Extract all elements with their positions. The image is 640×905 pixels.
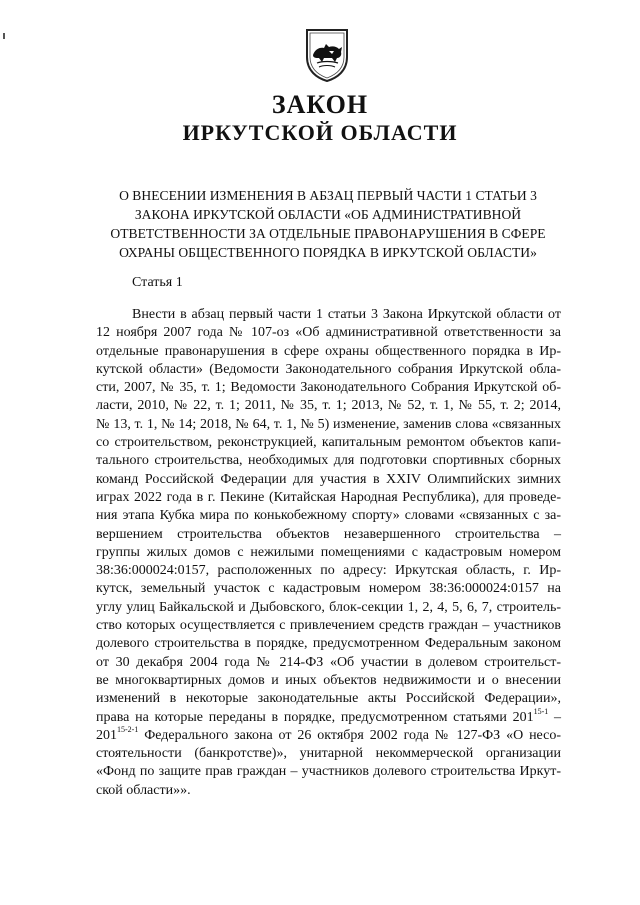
scan-margin-mark: [3, 33, 5, 39]
body-line: от 30 декабря 2004 года № 214-ФЗ «Об участии в долевом строительст-: [96, 654, 561, 670]
subject-line: ОХРАНЫ ОБЩЕСТВЕННОГО ПОРЯДКА В ИРКУТСКОЙ ОБЛАСТИ»: [119, 245, 537, 260]
body-line: изменений в некоторые законодательные акты Российской Федерации»,: [96, 691, 561, 707]
region-title: ИРКУТСКОЙ ОБЛАСТИ: [182, 120, 458, 145]
body-text: Федерального закона от 26 октября 2002 года № 127-ФЗ «О несо-: [138, 727, 561, 743]
law-title: ЗАКОН: [271, 90, 369, 119]
body-line: ве многоквартирных домов и иных объектов недвижимости и о внесении: [96, 672, 561, 688]
body-line: «Фонд по защите прав граждан – участников долевого строительства Иркут-: [96, 764, 561, 780]
body-line: 38:36:000024:0157, расположенных по адресу: Иркутская область, г. Ир-: [96, 563, 561, 579]
body-line: Внести в абзац первый части 1 статьи 3 Закона Иркутской области от: [132, 307, 561, 322]
body-text: права на которые переданы в порядке, предусмотренном статьями 201: [96, 709, 534, 725]
body-line: отдельные правонарушения в сфере охраны общественного порядка в Ир-: [96, 343, 561, 359]
article-heading: Статья 1: [132, 275, 183, 290]
body-line: углу улиц Байкальской и Дыбовского, блок-секции 1, 2, 4, 5, 6, 7, строитель-: [96, 599, 561, 615]
body-line: ство которых осуществляется с привлечением средств граждан – участников: [96, 618, 561, 634]
body-text: 201: [96, 727, 117, 743]
body-line: сти, 2007, № 35, т. 1; Ведомости Законодательного Собрания Иркутской об-: [96, 380, 561, 396]
article-superscript: 15-2-1: [117, 725, 139, 735]
body-line: группы жилых домов с нежилыми помещениями с кадастровым номером: [96, 544, 561, 560]
body-line: долевого строительства в порядке, предусмотренном Федеральным законом: [96, 636, 561, 652]
body-line: ния этапа Кубка мира по конькобежному спорту» словами «связанных с за-: [96, 508, 561, 524]
body-line: вершением строительства объектов незавершенного строительства –: [96, 526, 561, 542]
law-subject-heading: [96, 186, 560, 262]
body-line: кутск, земельный участок с кадастровым номером 38:36:000024:0157 на: [96, 581, 561, 597]
body-line-with-superscript: [96, 706, 561, 727]
body-line: ской области»».: [96, 782, 191, 798]
body-line: 12 ноября 2007 года № 107-оз «Об административной ответственности за: [96, 325, 561, 341]
subject-line: ЗАКОНА ИРКУТСКОЙ ОБЛАСТИ «ОБ АДМИНИСТРАТИВНОЙ: [134, 207, 522, 222]
body-line: играх 2022 года в г. Пекине (Китайская Народная Республика), для проведе-: [96, 489, 561, 505]
subject-line: ОТВЕТСТВЕННОСТИ ЗА ОТДЕЛЬНЫЕ ПРАВОНАРУШЕНИЯ В СФЕРЕ: [110, 226, 546, 241]
body-text: –: [548, 709, 561, 725]
subject-line: О ВНЕСЕНИИ ИЗМЕНЕНИЯ В АБЗАЦ ПЕРВЫЙ ЧАСТИ 1 СТАТЬИ 3: [119, 188, 537, 203]
body-line-with-superscript: [96, 727, 561, 745]
body-line: стоятельности (банкротстве)», унитарной некоммерческой организации: [96, 746, 561, 762]
body-line: со строительством, реконструкцией, капитальным ремонтом объектов капи-: [96, 435, 561, 451]
body-line: тального строительства, необходимых для подготовки спортивных сборных: [96, 453, 561, 469]
article-body: [96, 306, 561, 800]
body-line: команд Российской Федерации для участия в XXIV Олимпийских зимних: [96, 471, 561, 487]
article-superscript: 15-1: [533, 706, 549, 716]
body-line: ласти, 2010, № 22, т. 1; 2011, № 35, т. 1; 2013, № 52, т. 1, № 55, т. 2; 2014,: [96, 398, 561, 414]
body-line: № 13, т. 1, № 14; 2018, № 64, т. 1, № 5) изменение, заменив слова «связанных: [96, 416, 561, 432]
body-line: кутской области» (Ведомости Законодательного собрания Иркутской обла-: [96, 361, 561, 377]
irkutsk-coat-of-arms-icon: [304, 27, 350, 83]
